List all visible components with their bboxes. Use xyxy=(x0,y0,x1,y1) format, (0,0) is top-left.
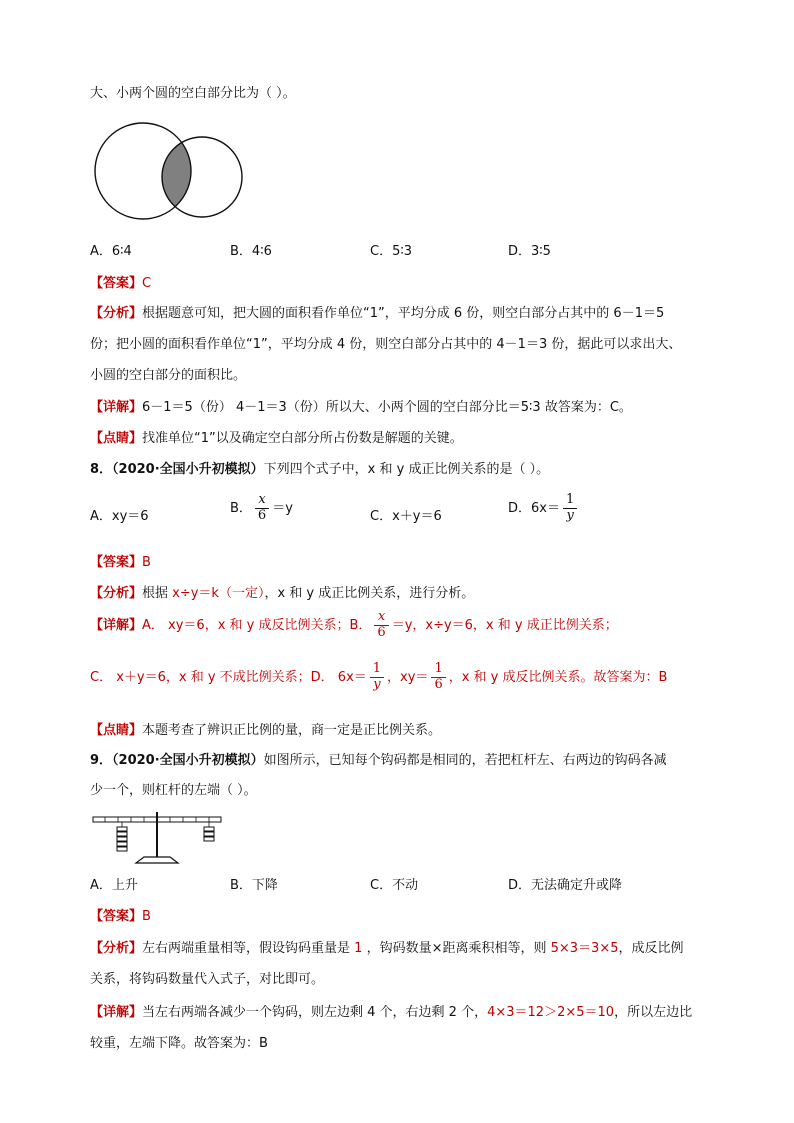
q8-detail-line-2: C． x＋y＝6，x 和 y 不成比例关系；D． 6x＝ $\frac{1}{y}$ ，xy＝ $\frac{1}{6}$ ，x 和 y 成反比例关系。故答案为：B xyxy=(90,661,668,692)
q9-detail-line-1: 【详解】当左右两端各减少一个钩码，则左边剩 4 个，右边剩 2 个，4×3＝12＞2×5＝10，所以左边比 xyxy=(90,1005,693,1020)
q8-analysis: 【分析】根据 x÷y＝k（一定），x 和 y 成正比例关系，进行分析。 xyxy=(90,586,475,601)
q9-option-a[interactable]: A．上升 xyxy=(90,878,138,893)
q8-option-d[interactable]: D．6x＝ $\frac{1}{y}$ xyxy=(508,493,580,524)
q9-option-d[interactable]: D．无法确定升或降 xyxy=(508,878,623,893)
q9-option-c[interactable]: C．不动 xyxy=(370,878,419,893)
q7-answer: 【答案】C xyxy=(90,276,152,291)
q8-answer: 【答案】B xyxy=(90,555,151,570)
q7-analysis-line-2: 份；把小圆的面积看作单位“1”，平均分成 4 份，则空白部分占其中的 4－1＝3 份，据此可以求出大、 xyxy=(90,337,682,352)
q8-detail-line-1: 【详解】A． xy＝6，x 和 y 成反比例关系；B． $\frac{x}{6}$ ＝y，x÷y＝6，x 和 y 成正比例关系； xyxy=(90,609,618,640)
venn-diagram xyxy=(95,120,255,225)
q9-option-b[interactable]: B．下降 xyxy=(230,878,278,893)
q9-detail-line-2: 较重，左端下降。故答案为：B xyxy=(90,1036,268,1051)
lever-diagram xyxy=(92,812,224,868)
q8-stem: 8．（2020·全国小升初模拟）下列四个式子中，x 和 y 成正比例关系的是（ ）。 xyxy=(90,462,550,477)
q7-analysis-line-3: 小圆的空白部分的面积比。 xyxy=(90,368,247,383)
q9-analysis-line-1: 【分析】左右两端重量相等，假设钩码重量是 1 ，钩码数量×距离乘积相等，则 5×3＝3×5，成反比例 xyxy=(90,941,684,956)
q7-option-c[interactable]: C．5∶3 xyxy=(370,244,413,259)
q7-option-d[interactable]: D．3∶5 xyxy=(508,244,551,259)
q7-option-a[interactable]: A．6∶4 xyxy=(90,244,132,259)
q7-detail: 【详解】6－1＝5（份） 4－1＝3（份）所以大、小两个圆的空白部分比＝5∶3 故答案为：C。 xyxy=(90,400,632,415)
q7-key: 【点睛】找准单位“1”以及确定空白部分所占份数是解题的关键。 xyxy=(90,431,463,446)
q9-stem-line-1: 9．（2020·全国小升初模拟）如图所示，已知每个钩码都是相同的，若把杠杆左、右两边的钩码各减 xyxy=(90,753,667,768)
q8-option-a[interactable]: A．xy＝6 xyxy=(90,509,149,524)
q8-option-c[interactable]: C．x＋y＝6 xyxy=(370,509,442,524)
q9-stem-line-2: 少一个，则杠杆的左端（ ）。 xyxy=(90,783,257,798)
q7-analysis-line-1: 【分析】根据题意可知，把大圆的面积看作单位“1”，平均分成 6 份，则空白部分占其中的 6－1＝5 xyxy=(90,306,665,321)
q7-option-b[interactable]: B．4∶6 xyxy=(230,244,272,259)
q7-stem: 大、小两个圆的空白部分比为（ ）。 xyxy=(90,86,296,101)
q9-answer: 【答案】B xyxy=(90,909,151,924)
q9-analysis-line-2: 关系，将钩码数量代入式子，对比即可。 xyxy=(90,972,325,987)
q8-option-b[interactable]: B． $\frac{x}{6}$ ＝y xyxy=(230,492,293,523)
q8-key: 【点睛】本题考查了辨识正比例的量，商一定是正比例关系。 xyxy=(90,723,442,738)
